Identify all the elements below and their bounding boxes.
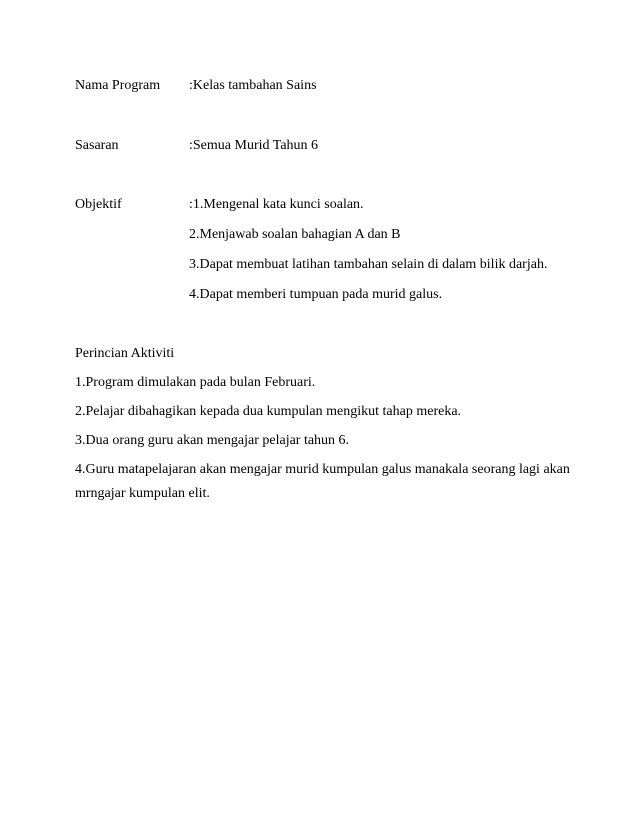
program-value: :Kelas tambahan Sains [189,78,317,93]
objektif-item-1: :1.Mengenal kata kunci soalan. [189,197,364,212]
perincian-item-3: 3.Dua orang guru akan mengajar pelajar tahun 6. [75,433,350,448]
sasaran-value: :Semua Murid Tahun 6 [189,138,319,153]
program-label: Nama Program [75,78,161,93]
perincian-heading: Perincian Aktiviti [75,346,175,361]
perincian-item-1: 1.Program dimulakan pada bulan Februari. [75,375,316,390]
objektif-item-4: 4.Dapat memberi tumpuan pada murid galus. [189,287,443,302]
objektif-item-2: 2.Menjawab soalan bahagian A dan B [189,227,401,242]
perincian-item-2: 2.Pelajar dibahagikan kepada dua kumpulan mengikut tahap mereka. [75,404,462,419]
objektif-item-3: 3.Dapat membuat latihan tambahan selain di dalam bilik darjah. [189,257,548,272]
objektif-label: Objektif [75,197,122,212]
sasaran-label: Sasaran [75,138,119,153]
perincian-item-4: 4.Guru matapelajaran akan mengajar murid kumpulan galus manakala seorang lagi akan mrngajar kumpulan elit. [75,462,570,501]
